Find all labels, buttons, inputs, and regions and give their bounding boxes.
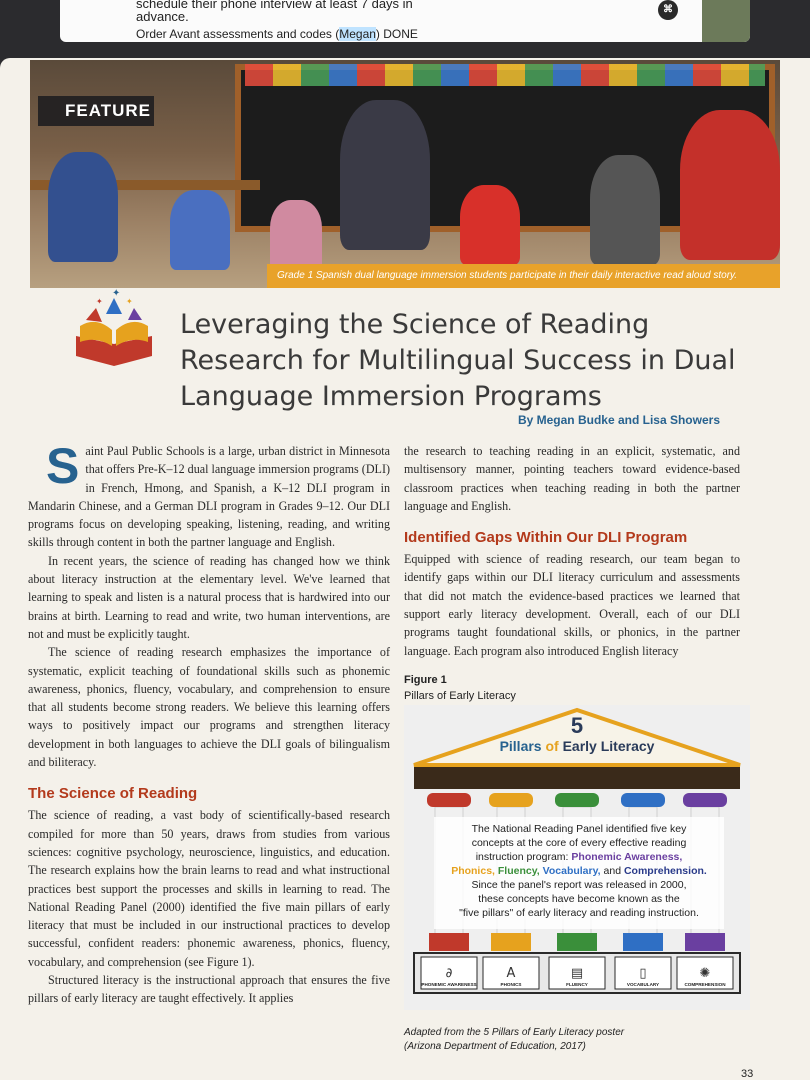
fig-vo: Vocabulary,	[542, 865, 601, 877]
alphabet-banner	[245, 64, 765, 86]
note-highlight: Megan	[339, 27, 376, 41]
fig-body-2: concepts at the core of every effective reading	[471, 837, 687, 849]
fig-body-3-lead: instruction program:	[475, 851, 569, 863]
svg-text:✦: ✦	[112, 288, 121, 299]
pillar-label: COMPREHENSION	[684, 982, 726, 987]
heading-identified-gaps: Identified Gaps Within Our DLI Program	[404, 529, 688, 547]
of-word: of	[545, 738, 559, 754]
entablature	[414, 767, 740, 789]
header-photo	[30, 60, 780, 288]
book-hands-logo	[66, 286, 162, 374]
paragraph-r2: Equipped with science of reading research, our team began to identify gaps within our DLI literacy curriculum and assessments that did not match the evidence-based practices we learned that support early literacy development. Overall, each of our DLI programs taught foundational skills, or phonics, in the partner language. Each program also introduced English literacy	[404, 552, 740, 658]
student-figure	[170, 190, 230, 270]
drop-cap: S	[46, 438, 80, 494]
pillar-label: PHONEMIC AWARENESS	[421, 982, 477, 987]
fig-co: Comprehension.	[623, 865, 707, 877]
teacher-figure	[340, 100, 430, 250]
note-line-2: advance.	[136, 9, 189, 24]
pillars-heading	[500, 738, 655, 754]
fig-and: and	[603, 865, 622, 877]
early-literacy-word: Early Literacy	[562, 738, 655, 754]
section-label: FEATURE	[38, 96, 154, 126]
student-figure	[270, 200, 322, 270]
paragraph-2: In recent years, the science of reading has changed how we think about literacy instruction at the elementary level. We've learned that learning to speak and listen is a natural process that is hardwired into our brains at birth. Learning to read and write, two human interventions, are not and must be explicitly taught.	[28, 553, 390, 641]
fig-body-5: Since the panel's report was released in 2000,	[471, 879, 687, 891]
paragraph-1: aint Paul Public Schools is a large, urban district in Minnesota that offers Pre-K–12 dual language immersion programs (DLI) in French, Hmong, and Spanish, a K–12 DLI program in Mandarin Chinese, and a German DLI program in Grades 9–12. Our DLI programs focus on developing speaking, listening, reading, and writing skills through content in both the partner language and English.	[28, 444, 390, 550]
byline: By Megan Budke and Lisa Showers	[517, 413, 720, 427]
left-column	[28, 438, 390, 1008]
student-figure	[460, 185, 520, 265]
book-icon: ▤	[570, 966, 584, 981]
article-title: Leveraging the Science of Reading Research for Multilingual Success in Dual Language Immersion Programs	[180, 309, 736, 412]
note-line-3	[136, 27, 418, 41]
fig-pa: Phonemic Awareness,	[571, 851, 683, 863]
note-line-1: schedule their phone interview at least 7 days in	[136, 0, 413, 11]
figure-credit-1: Adapted from the 5 Pillars of Early Literacy poster	[404, 1027, 625, 1038]
fig-body-1: The National Reading Panel identified five key	[471, 823, 687, 835]
pillars-word: Pillars	[499, 738, 542, 754]
fig-body-3	[476, 851, 683, 863]
figure-credit-2: (Arizona Department of Education, 2017)	[404, 1041, 586, 1052]
background-note	[60, 0, 750, 42]
student-figure	[590, 155, 660, 265]
fig-fl: Fluency,	[497, 865, 540, 877]
paragraph-3: The science of reading research emphasizes the importance of systematic, explicit teaching of foundational skills such as phonemic awareness, phonics, fluency, vocabulary, and comprehension to ensure that all students become strong readers. We believe this learning offers ways to positively impact our programs and strengthen literacy development in both languages to achieve the DLI goals of bilingualism and biliteracy.	[28, 645, 390, 770]
student-figure	[48, 152, 118, 262]
fig-body-7: "five pillars" of early literacy and reading instruction.	[459, 907, 699, 919]
fig-ph: Phonics,	[451, 865, 495, 877]
student-figure	[680, 110, 780, 260]
fig-body-4	[451, 865, 707, 877]
right-column	[404, 442, 740, 660]
heading-science-of-reading: The Science of Reading	[28, 785, 198, 803]
paragraph-5: Structured literacy is the instructional approach that ensures the five pillars of early literacy are taught effectively. It applies	[28, 973, 390, 1006]
pillars-number: 5	[570, 713, 584, 738]
dictionary-icon: ▯	[639, 966, 647, 981]
svg-text:✦: ✦	[126, 297, 133, 306]
pillar-label: VOCABULARY	[626, 982, 660, 987]
pillar-label: FLUENCY	[566, 982, 588, 987]
page-number: 33	[741, 1068, 754, 1080]
paragraph-4: The science of reading, a vast body of scientifically-based research compiled for more than 50 years, draws from studies from various sciences: cognitive psychology, neuroscience, linguistics, and education. The research explains how the brain learns to read and what instructional practices best support the processes and skills in learning to read. The National Reading Panel (2000) identified the five main pillars of early literacy that must be included in our instructional practices to develop successful, confident readers: phonemic awareness, phonics, fluency, vocabulary, and comprehension (see Figure 1).	[28, 808, 390, 969]
photo-caption: Grade 1 Spanish dual language immersion students participate in their daily interactive read aloud story.	[267, 264, 780, 288]
pillar-label: PHONICS	[500, 982, 522, 987]
figure-credit	[404, 1026, 704, 1054]
figure-subtitle: Pillars of Early Literacy	[404, 690, 516, 702]
lightbulb-icon: ✺	[699, 966, 711, 981]
ear-icon: ∂	[445, 966, 453, 981]
paragraph-r1: the research to teaching reading in an explicit, systematic, and multisensory manner, pointing teachers toward evidence-based classroom practices when teaching reading in both the partner language and English.	[404, 444, 740, 513]
photo-edge	[702, 0, 750, 42]
app-icon: ⌘	[658, 0, 678, 20]
note-line-3-pre: Order Avant assessments and codes (	[136, 27, 340, 41]
figure-label: Figure 1	[404, 674, 447, 686]
fig-body-6: these concepts have become known as the	[478, 893, 680, 905]
five-pillars-figure	[404, 705, 750, 1010]
svg-text:✦: ✦	[96, 297, 103, 306]
letter-a-icon: A	[506, 966, 516, 981]
note-line-3-post: ) DONE	[375, 27, 418, 41]
